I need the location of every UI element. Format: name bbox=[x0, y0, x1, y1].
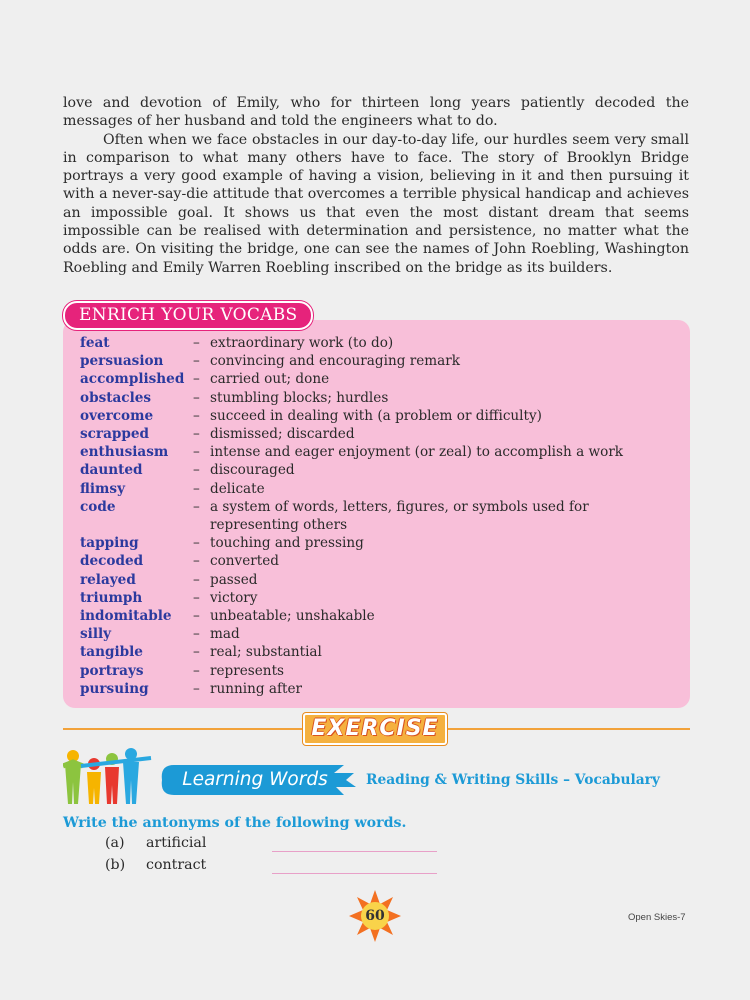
vocab-definition: victory bbox=[210, 589, 258, 606]
vocab-word: obstacles bbox=[80, 389, 152, 406]
vocab-word: decoded bbox=[80, 553, 144, 570]
vocab-dash: – bbox=[193, 571, 200, 588]
vocab-definition: touching and pressing bbox=[210, 535, 364, 552]
vocab-word: triumph bbox=[80, 589, 143, 606]
vocab-dash: – bbox=[193, 498, 200, 515]
question-word: artificial bbox=[146, 835, 207, 851]
vocab-definition: discouraged bbox=[210, 462, 295, 479]
vocab-row bbox=[80, 389, 676, 407]
vocab-row bbox=[80, 643, 676, 661]
enrich-vocabs-title: ENRICH YOUR VOCABS bbox=[63, 301, 313, 330]
vocab-word: feat bbox=[80, 335, 110, 351]
vocab-row bbox=[80, 425, 676, 443]
vocab-word: scrapped bbox=[80, 426, 150, 443]
vocab-row bbox=[80, 498, 676, 534]
vocab-definition: convincing and encouraging remark bbox=[210, 353, 461, 370]
vocab-definition: carried out; done bbox=[210, 371, 330, 388]
vocab-word: enthusiasm bbox=[80, 444, 169, 461]
page-number: 60 bbox=[365, 908, 385, 924]
vocab-word: tapping bbox=[80, 535, 139, 552]
answer-line[interactable] bbox=[272, 851, 437, 852]
vocab-dash: – bbox=[193, 589, 200, 606]
question-label: (b) bbox=[105, 857, 126, 873]
skills-label: Reading & Writing Skills – Vocabulary bbox=[366, 772, 660, 788]
vocab-row bbox=[80, 534, 676, 552]
vocab-dash: – bbox=[193, 626, 200, 643]
vocab-box bbox=[63, 320, 690, 708]
vocab-dash: – bbox=[193, 335, 200, 351]
vocab-definition: running after bbox=[210, 680, 303, 697]
vocab-dash: – bbox=[193, 444, 200, 461]
vocab-definition: represents bbox=[210, 662, 285, 679]
vocab-row bbox=[80, 443, 676, 461]
vocab-row bbox=[80, 407, 676, 425]
vocab-row bbox=[80, 625, 676, 643]
vocab-definition: real; substantial bbox=[210, 644, 322, 661]
vocab-row bbox=[80, 607, 676, 625]
vocab-dash: – bbox=[193, 535, 200, 552]
vocab-dash: – bbox=[193, 680, 200, 697]
vocab-definition: stumbling blocks; hurdles bbox=[210, 389, 389, 406]
vocab-definition: passed bbox=[210, 571, 258, 588]
vocab-word: code bbox=[80, 498, 116, 515]
vocab-definition: converted bbox=[210, 553, 279, 570]
paragraph-2: Often when we face obstacles in our day-to-day life, our hurdles seem very small in comparison to what many others have to face. The story of Brooklyn Bridge portrays a very good example of having a vision, believing in it and then pursuing it with a never-say-die attitude that overcomes a terrible physical handicap and achieves an impossible goal. It shows us that even the most distant dream that seems impossible can be realised with determination and persistence, no matter what the odds are. On visiting the bridge, one can see the names of John Roebling, Washington Roebling and Emily Warren Roebling inscribed on the bridge as its builders. bbox=[63, 131, 689, 276]
vocab-row bbox=[80, 589, 676, 607]
vocab-row bbox=[80, 461, 676, 479]
vocab-word: persuasion bbox=[80, 353, 164, 370]
vocab-word: portrays bbox=[80, 662, 144, 679]
vocab-dash: – bbox=[193, 644, 200, 661]
vocab-row bbox=[80, 662, 676, 680]
vocab-dash: – bbox=[193, 371, 200, 388]
vocab-word: daunted bbox=[80, 462, 143, 479]
exercise-instruction: Write the antonyms of the following words. bbox=[63, 815, 407, 831]
vocab-dash: – bbox=[193, 462, 200, 479]
exercise-badge: EXERCISE bbox=[303, 713, 447, 745]
vocab-row bbox=[80, 352, 676, 370]
vocab-definition: delicate bbox=[210, 480, 265, 497]
vocab-word: silly bbox=[80, 626, 112, 643]
question-b bbox=[105, 857, 445, 877]
vocab-definition: intense and eager enjoyment (or zeal) to accomplish a work bbox=[210, 444, 624, 461]
children-group-icon bbox=[63, 748, 153, 804]
vocab-row bbox=[80, 680, 676, 698]
vocab-row bbox=[80, 480, 676, 498]
vocab-row bbox=[80, 334, 676, 352]
learning-words-label: Learning Words bbox=[182, 769, 328, 790]
vocab-dash: – bbox=[193, 553, 200, 570]
vocab-word: overcome bbox=[80, 407, 154, 424]
vocab-dash: – bbox=[193, 608, 200, 625]
question-label: (a) bbox=[105, 835, 125, 851]
vocab-word: flimsy bbox=[80, 480, 125, 497]
vocab-dash: – bbox=[193, 480, 200, 497]
question-word: contract bbox=[146, 857, 207, 873]
vocab-row bbox=[80, 571, 676, 589]
vocab-row bbox=[80, 552, 676, 570]
body-text bbox=[63, 94, 689, 277]
vocab-definition: succeed in dealing with (a problem or difficulty) bbox=[210, 407, 542, 424]
vocab-definition: a system of words, letters, figures, or symbols used for representing others bbox=[210, 498, 589, 534]
vocab-definition: dismissed; discarded bbox=[210, 426, 355, 443]
question-a bbox=[105, 835, 445, 855]
vocab-dash: – bbox=[193, 389, 200, 406]
vocab-word: accomplished bbox=[80, 371, 185, 388]
vocab-dash: – bbox=[193, 407, 200, 424]
vocab-dash: – bbox=[193, 353, 200, 370]
vocab-definition: mad bbox=[210, 626, 240, 643]
vocab-word: relayed bbox=[80, 571, 136, 588]
vocab-dash: – bbox=[193, 662, 200, 679]
vocab-word: pursuing bbox=[80, 680, 149, 697]
vocab-word: tangible bbox=[80, 644, 143, 661]
vocab-word: indomitable bbox=[80, 608, 172, 625]
vocab-definition: extraordinary work (to do) bbox=[210, 335, 394, 351]
vocab-row bbox=[80, 370, 676, 388]
answer-line[interactable] bbox=[272, 873, 437, 874]
paragraph-1: love and devotion of Emily, who for thirteen long years patiently decoded the messages of her husband and told the engineers what to do. bbox=[63, 95, 689, 130]
vocab-definition: unbeatable; unshakable bbox=[210, 608, 375, 625]
vocab-dash: – bbox=[193, 426, 200, 443]
book-title: Open Skies-7 bbox=[628, 912, 686, 923]
